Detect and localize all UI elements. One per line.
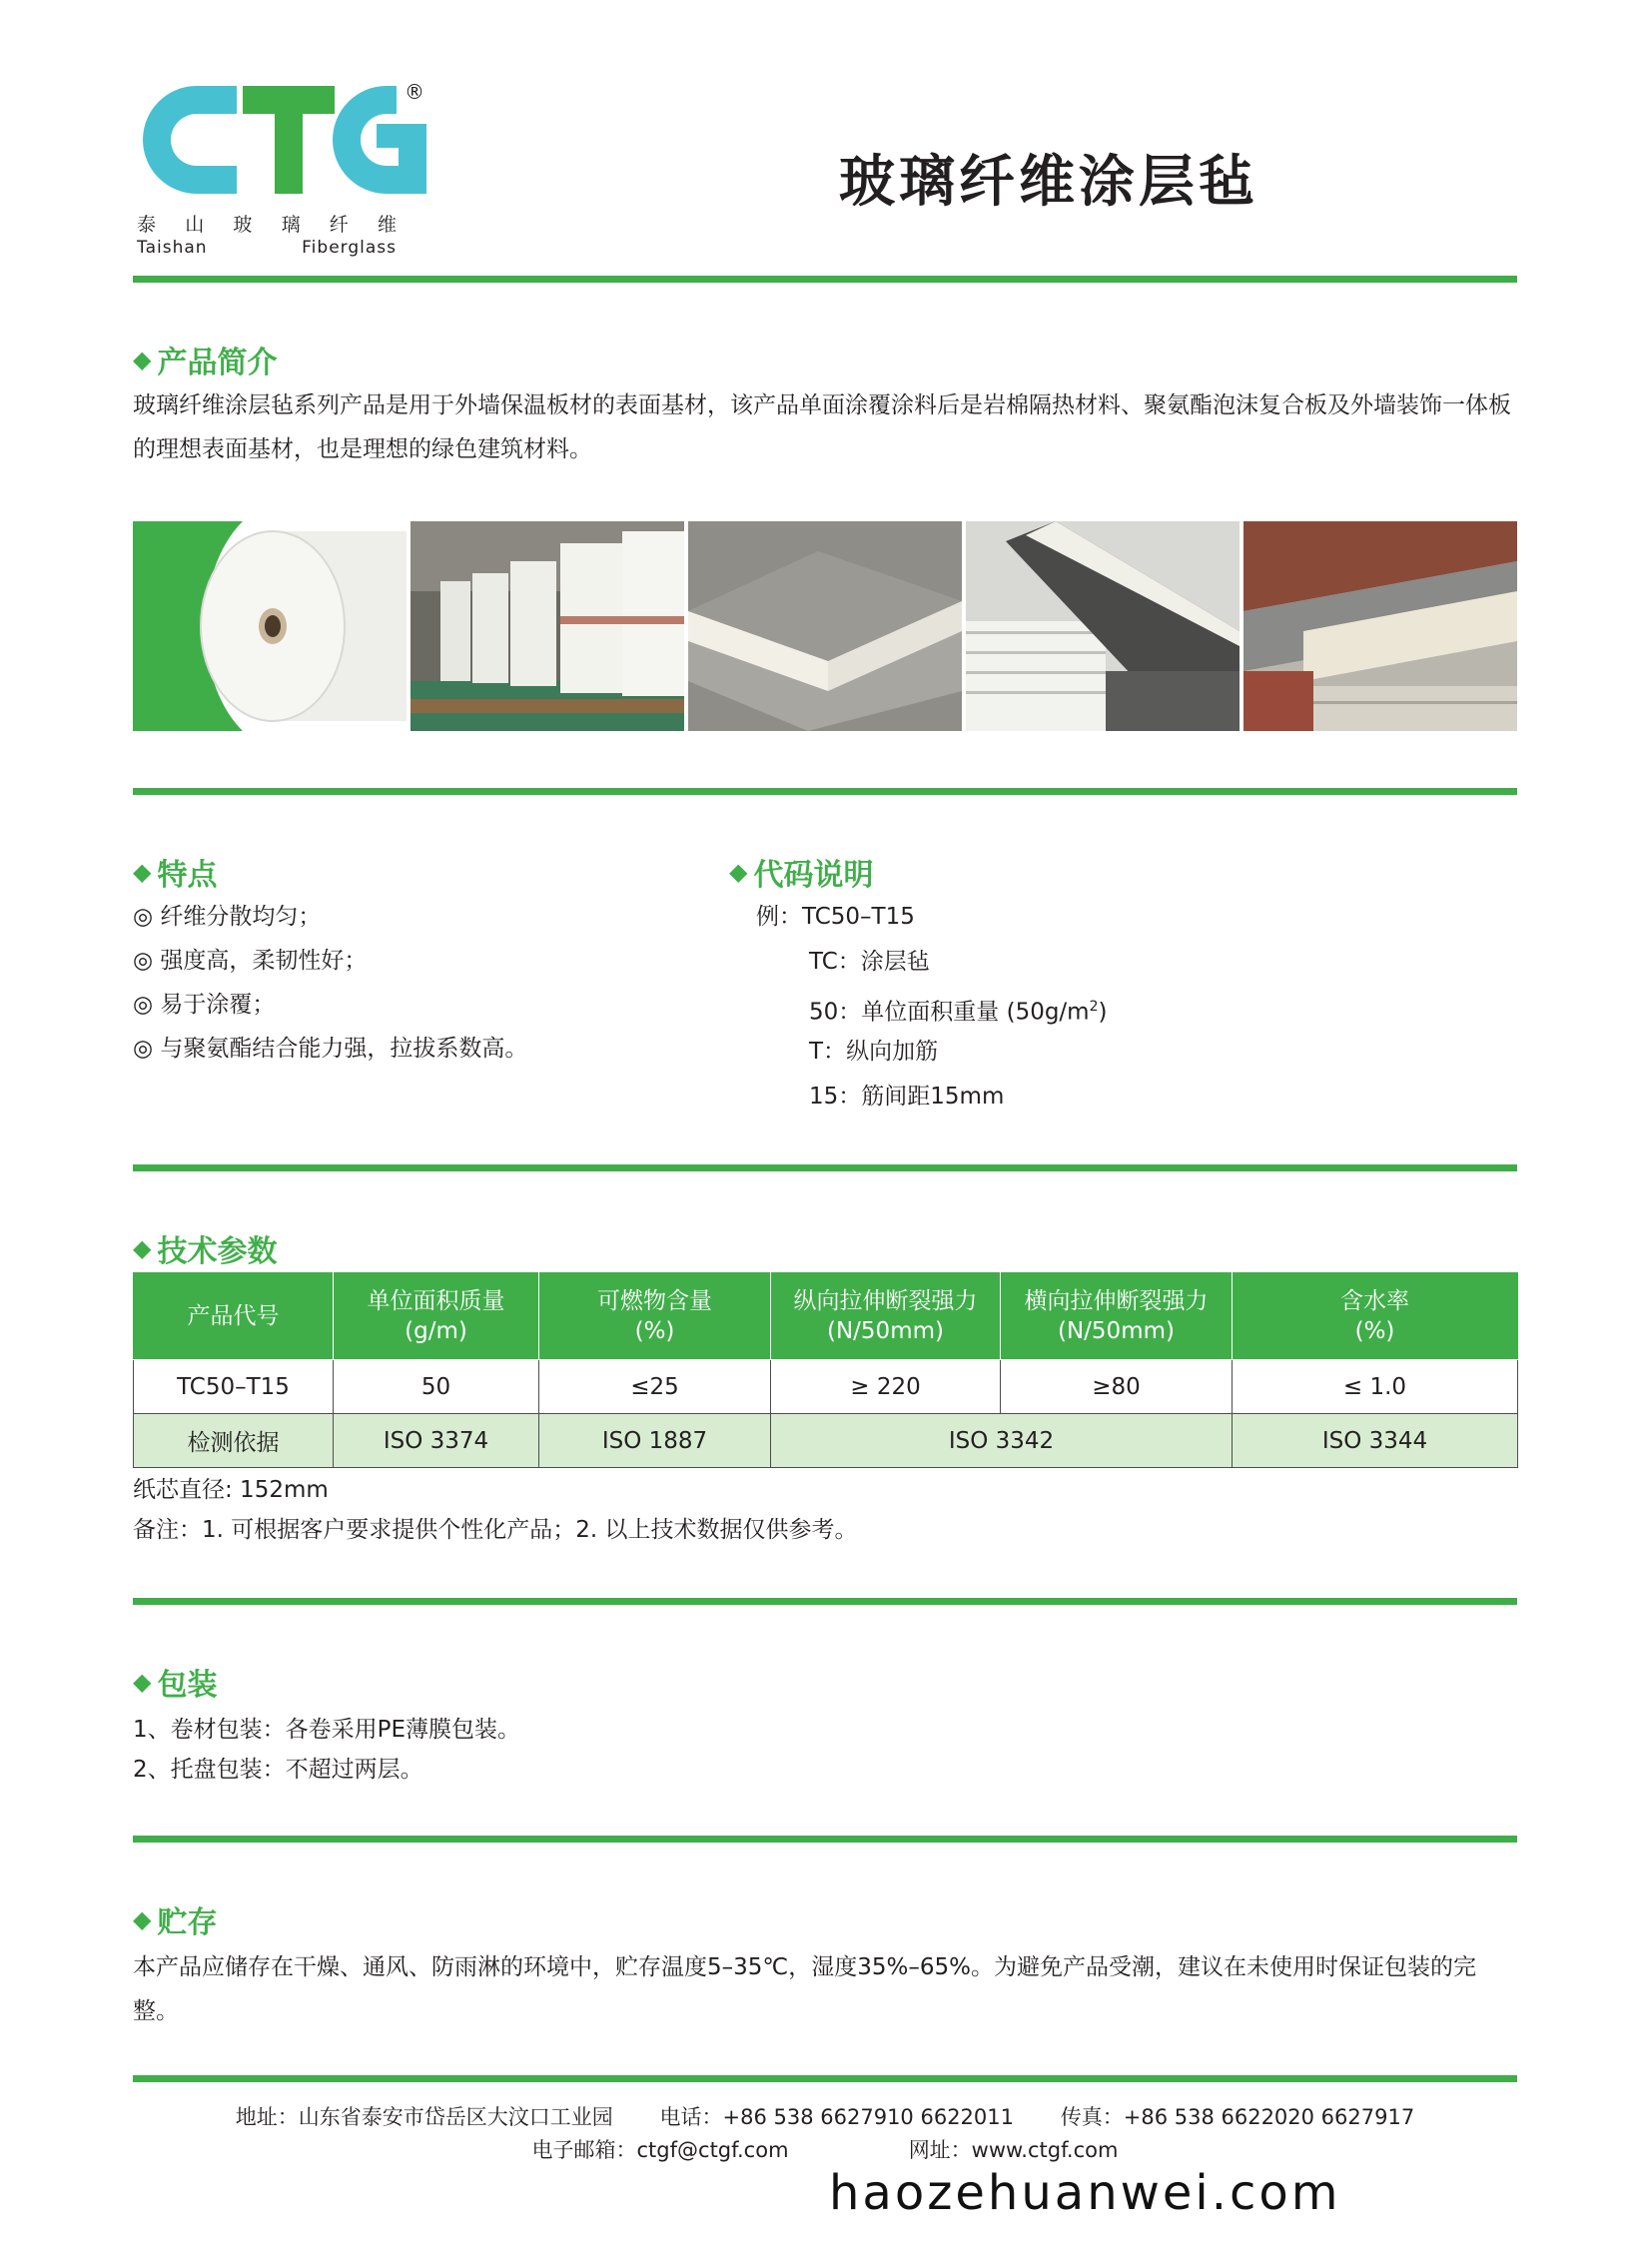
divider <box>133 1598 1517 1605</box>
table-cell: 检测依据 <box>134 1414 334 1468</box>
document-title: 玻璃纤维涂层毡 <box>839 150 1258 215</box>
table-header-row <box>134 1273 1518 1360</box>
list-item: ◎ 与聚氨酯结合能力强，拉拔系数高。 <box>133 1036 528 1062</box>
table-header-cell: 纵向拉伸断裂强力 (N/50mm) <box>771 1273 1001 1360</box>
code-line: TC：涂层毡 <box>809 949 930 975</box>
code-line: 15：筋间距15mm <box>809 1084 1005 1110</box>
core-diameter: 纸芯直径: 152mm <box>133 1477 329 1503</box>
table-header-cell: 横向拉伸断裂强力 (N/50mm) <box>1001 1273 1233 1360</box>
divider <box>133 788 1517 795</box>
table-cell: ISO 1887 <box>539 1414 771 1468</box>
photo-panels <box>966 521 1239 731</box>
footer-email: 电子邮箱：ctgf@ctgf.com <box>531 2138 789 2162</box>
photo-brick-panels <box>1243 521 1517 731</box>
section-heading-storage: ◆ 贮存 <box>133 1905 218 1940</box>
footer-phone: 电话：+86 538 6627910 6622011 <box>659 2105 1014 2129</box>
table-cell: ≥80 <box>1001 1360 1233 1414</box>
photo-warehouse <box>411 521 684 731</box>
table-row <box>134 1360 1518 1414</box>
section-heading-intro: ◆ 产品简介 <box>133 346 278 380</box>
photo-roll <box>133 521 407 731</box>
table-header-cell: 可燃物含量 (%) <box>539 1273 771 1360</box>
diamond-icon: ◆ <box>133 1668 152 1696</box>
code-example: 例：TC50–T15 <box>756 904 915 930</box>
watermark: haozehuanwei.com <box>829 2165 1341 2221</box>
storage-text: 本产品应储存在干燥、通风、防雨淋的环境中，贮存温度5–35℃，湿度35%–65%。为避免产品受潮，建议在未使用时保证包装的完整。 <box>133 1954 1476 2024</box>
table-cell: ISO 3342 <box>771 1414 1233 1468</box>
tech-parameters-table <box>133 1272 1518 1468</box>
diamond-icon: ◆ <box>133 346 152 374</box>
table-row-standard <box>134 1414 1518 1468</box>
footer-address: 地址：山东省泰安市岱岳区大汶口工业园 <box>235 2105 613 2129</box>
divider <box>133 1164 1517 1171</box>
photo-board <box>688 521 962 731</box>
table-cell: ISO 3344 <box>1233 1414 1518 1468</box>
divider <box>133 1836 1517 1843</box>
packing-item: 2、托盘包装：不超过两层。 <box>133 1757 423 1783</box>
table-cell: ≥ 220 <box>771 1360 1001 1414</box>
diamond-icon: ◆ <box>729 858 748 886</box>
registered-mark: ® <box>405 80 424 104</box>
product-photos <box>133 521 1517 731</box>
code-explanation <box>756 895 1108 1120</box>
diamond-icon: ◆ <box>133 1905 152 1933</box>
brand-name-en: Taishan Fiberglass <box>137 238 397 258</box>
list-item: ◎ 易于涂覆； <box>133 992 276 1018</box>
footer-contact <box>133 2101 1517 2131</box>
table-cell: TC50–T15 <box>134 1360 334 1414</box>
note-text: 备注：1. 可根据客户要求提供个性化产品；2. 以上技术数据仅供参考。 <box>133 1517 858 1543</box>
table-cell: ≤25 <box>539 1360 771 1414</box>
table-header-cell: 含水率 (%) <box>1233 1273 1518 1360</box>
footer-online <box>133 2134 1517 2164</box>
section-heading-code: ◆ 代码说明 <box>729 858 874 893</box>
brand-logo <box>133 78 432 268</box>
list-item: ◎ 纤维分散均匀； <box>133 904 322 930</box>
table-cell: ISO 3374 <box>334 1414 539 1468</box>
brand-name-cn: 泰 山 玻 璃 纤 维 <box>137 214 397 236</box>
table-cell: 50 <box>334 1360 539 1414</box>
section-heading-tech: ◆ 技术参数 <box>133 1234 278 1269</box>
table-cell: ≤ 1.0 <box>1233 1360 1518 1414</box>
diamond-icon: ◆ <box>133 858 152 886</box>
code-line: T：纵向加筋 <box>809 1039 939 1065</box>
packing-item: 1、卷材包装：各卷采用PE薄膜包装。 <box>133 1717 521 1743</box>
footer-fax: 传真：+86 538 6622020 6627917 <box>1060 2105 1415 2129</box>
ctg-logo-mark <box>133 78 432 203</box>
list-item: ◎ 强度高，柔韧性好； <box>133 948 368 974</box>
footer-website: 网址：www.ctgf.com <box>908 2138 1119 2162</box>
code-line: 50：单位面积重量 $(50g/m^2)$ <box>809 999 1108 1026</box>
divider <box>133 276 1517 283</box>
diamond-icon: ◆ <box>133 1234 152 1262</box>
features-list <box>133 895 527 1071</box>
table-header-cell: 单位面积质量 (g/m) <box>334 1273 539 1360</box>
section-heading-features: ◆ 特点 <box>133 858 218 893</box>
section-heading-packing: ◆ 包装 <box>133 1668 218 1703</box>
table-header-cell: 产品代号 <box>134 1273 334 1360</box>
intro-text: 玻璃纤维涂层毡系列产品是用于外墙保温板材的表面基材，该产品单面涂覆涂料后是岩棉隔热材料、聚氨酯泡沫复合板及外墙装饰一体板的理想表面基材，也是理想的绿色建筑材料。 <box>133 392 1511 462</box>
divider <box>133 2075 1517 2082</box>
